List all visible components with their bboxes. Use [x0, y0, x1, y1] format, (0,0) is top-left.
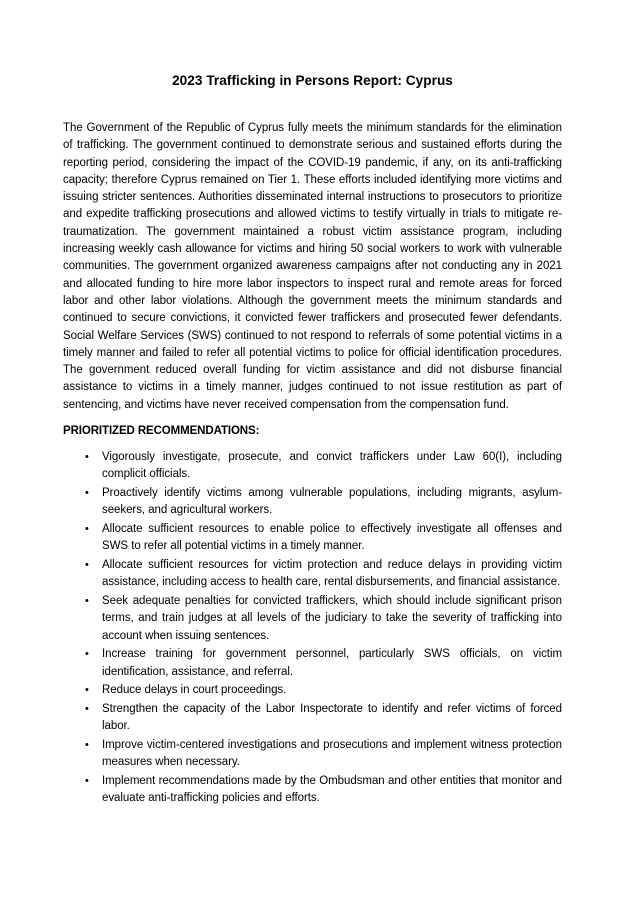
recommendations-list	[63, 449, 562, 808]
recommendations-heading: PRIORITIZED RECOMMENDATIONS:	[63, 425, 260, 438]
recommendation-text: Strengthen the capacity of the Labor Inspectorate to identify and refer victims of forced labor.	[102, 703, 562, 733]
recommendation-text: Proactively identify victims among vulnerable populations, including migrants, asylum-seekers, and agricultural workers.	[102, 487, 562, 517]
bullet-icon: •	[85, 775, 89, 788]
recommendation-item	[63, 646, 562, 681]
recommendation-item	[63, 485, 562, 520]
recommendation-item	[63, 773, 562, 808]
bullet-icon: •	[85, 703, 89, 716]
recommendation-text: Improve victim-centered investigations and prosecutions and implement witness protection measures when necessary.	[102, 739, 562, 769]
recommendation-item	[63, 449, 562, 484]
bullet-icon: •	[85, 487, 89, 500]
recommendation-item	[63, 737, 562, 772]
recommendation-text: Allocate sufficient resources for victim protection and reduce delays in providing victim assistance, including access to health care, rental disbursements, and financial assistance.	[102, 559, 562, 589]
recommendation-item	[63, 521, 562, 556]
recommendation-item	[63, 701, 562, 736]
bullet-icon: •	[85, 739, 89, 752]
recommendation-text: Vigorously investigate, prosecute, and convict traffickers under Law 60(I), including complicit officials.	[102, 451, 562, 481]
recommendation-item	[63, 557, 562, 592]
recommendation-item	[63, 682, 562, 699]
recommendation-text: Reduce delays in court proceedings.	[102, 684, 287, 697]
recommendation-item	[63, 593, 562, 645]
recommendation-text: Allocate sufficient resources to enable police to effectively investigate all offenses and SWS to refer all potential victims in a timely manner.	[102, 523, 562, 553]
recommendation-text: Implement recommendations made by the Ombudsman and other entities that monitor and evaluate anti-trafficking policies and efforts.	[102, 775, 562, 805]
recommendation-text: Increase training for government personnel, particularly SWS officials, on victim identification, assistance, and referral.	[102, 648, 562, 678]
bullet-icon: •	[85, 684, 89, 697]
bullet-icon: •	[85, 451, 89, 464]
document-title: 2023 Trafficking in Persons Report: Cyprus	[172, 73, 453, 88]
bullet-icon: •	[85, 648, 89, 661]
document-page	[63, 0, 562, 809]
bullet-icon: •	[85, 523, 89, 536]
bullet-icon: •	[85, 559, 89, 572]
recommendation-text: Seek adequate penalties for convicted traffickers, which should include significant prison terms, and train judges at all levels of the judiciary to take the severity of trafficking into account when issuing sentences.	[102, 595, 562, 642]
bullet-icon: •	[85, 595, 89, 608]
intro-paragraph: The Government of the Republic of Cyprus fully meets the minimum standards for the elimination of trafficking. The government continued to demonstrate serious and sustained efforts during the reporting period, considering the impact of the COVID-19 pandemic, if any, on its anti-trafficking capacity; therefore Cyprus remained on Tier 1. These efforts included identifying more victims and issuing stricter sentences. Authorities disseminated internal instructions to prosecutors to prioritize and expedite trafficking prosecutions and allowed victims to testify virtually in trials to mitigate re-traumatization. The government maintained a robust victim assistance program, including increasing weekly cash allowance for victims and hiring 50 social workers to work with vulnerable communities. The government organized awareness campaigns after not conducting any in 2021 and allocated funding to hire more labor inspectors to inspect rural and remote areas for forced labor and other labor violations. Although the government meets the minimum standards and continued to secure convictions, it convicted fewer traffickers and prosecuted fewer defendants. Social Welfare Services (SWS) continued to not respond to referrals of some potential victims in a timely manner and failed to refer all potential victims to police for official identification procedures. The government reduced overall funding for victim assistance and did not disburse financial assistance to victims in a timely manner, judges continued to not issue restitution as part of sentencing, and victims have never received compensation from the compensation fund.	[63, 122, 562, 411]
